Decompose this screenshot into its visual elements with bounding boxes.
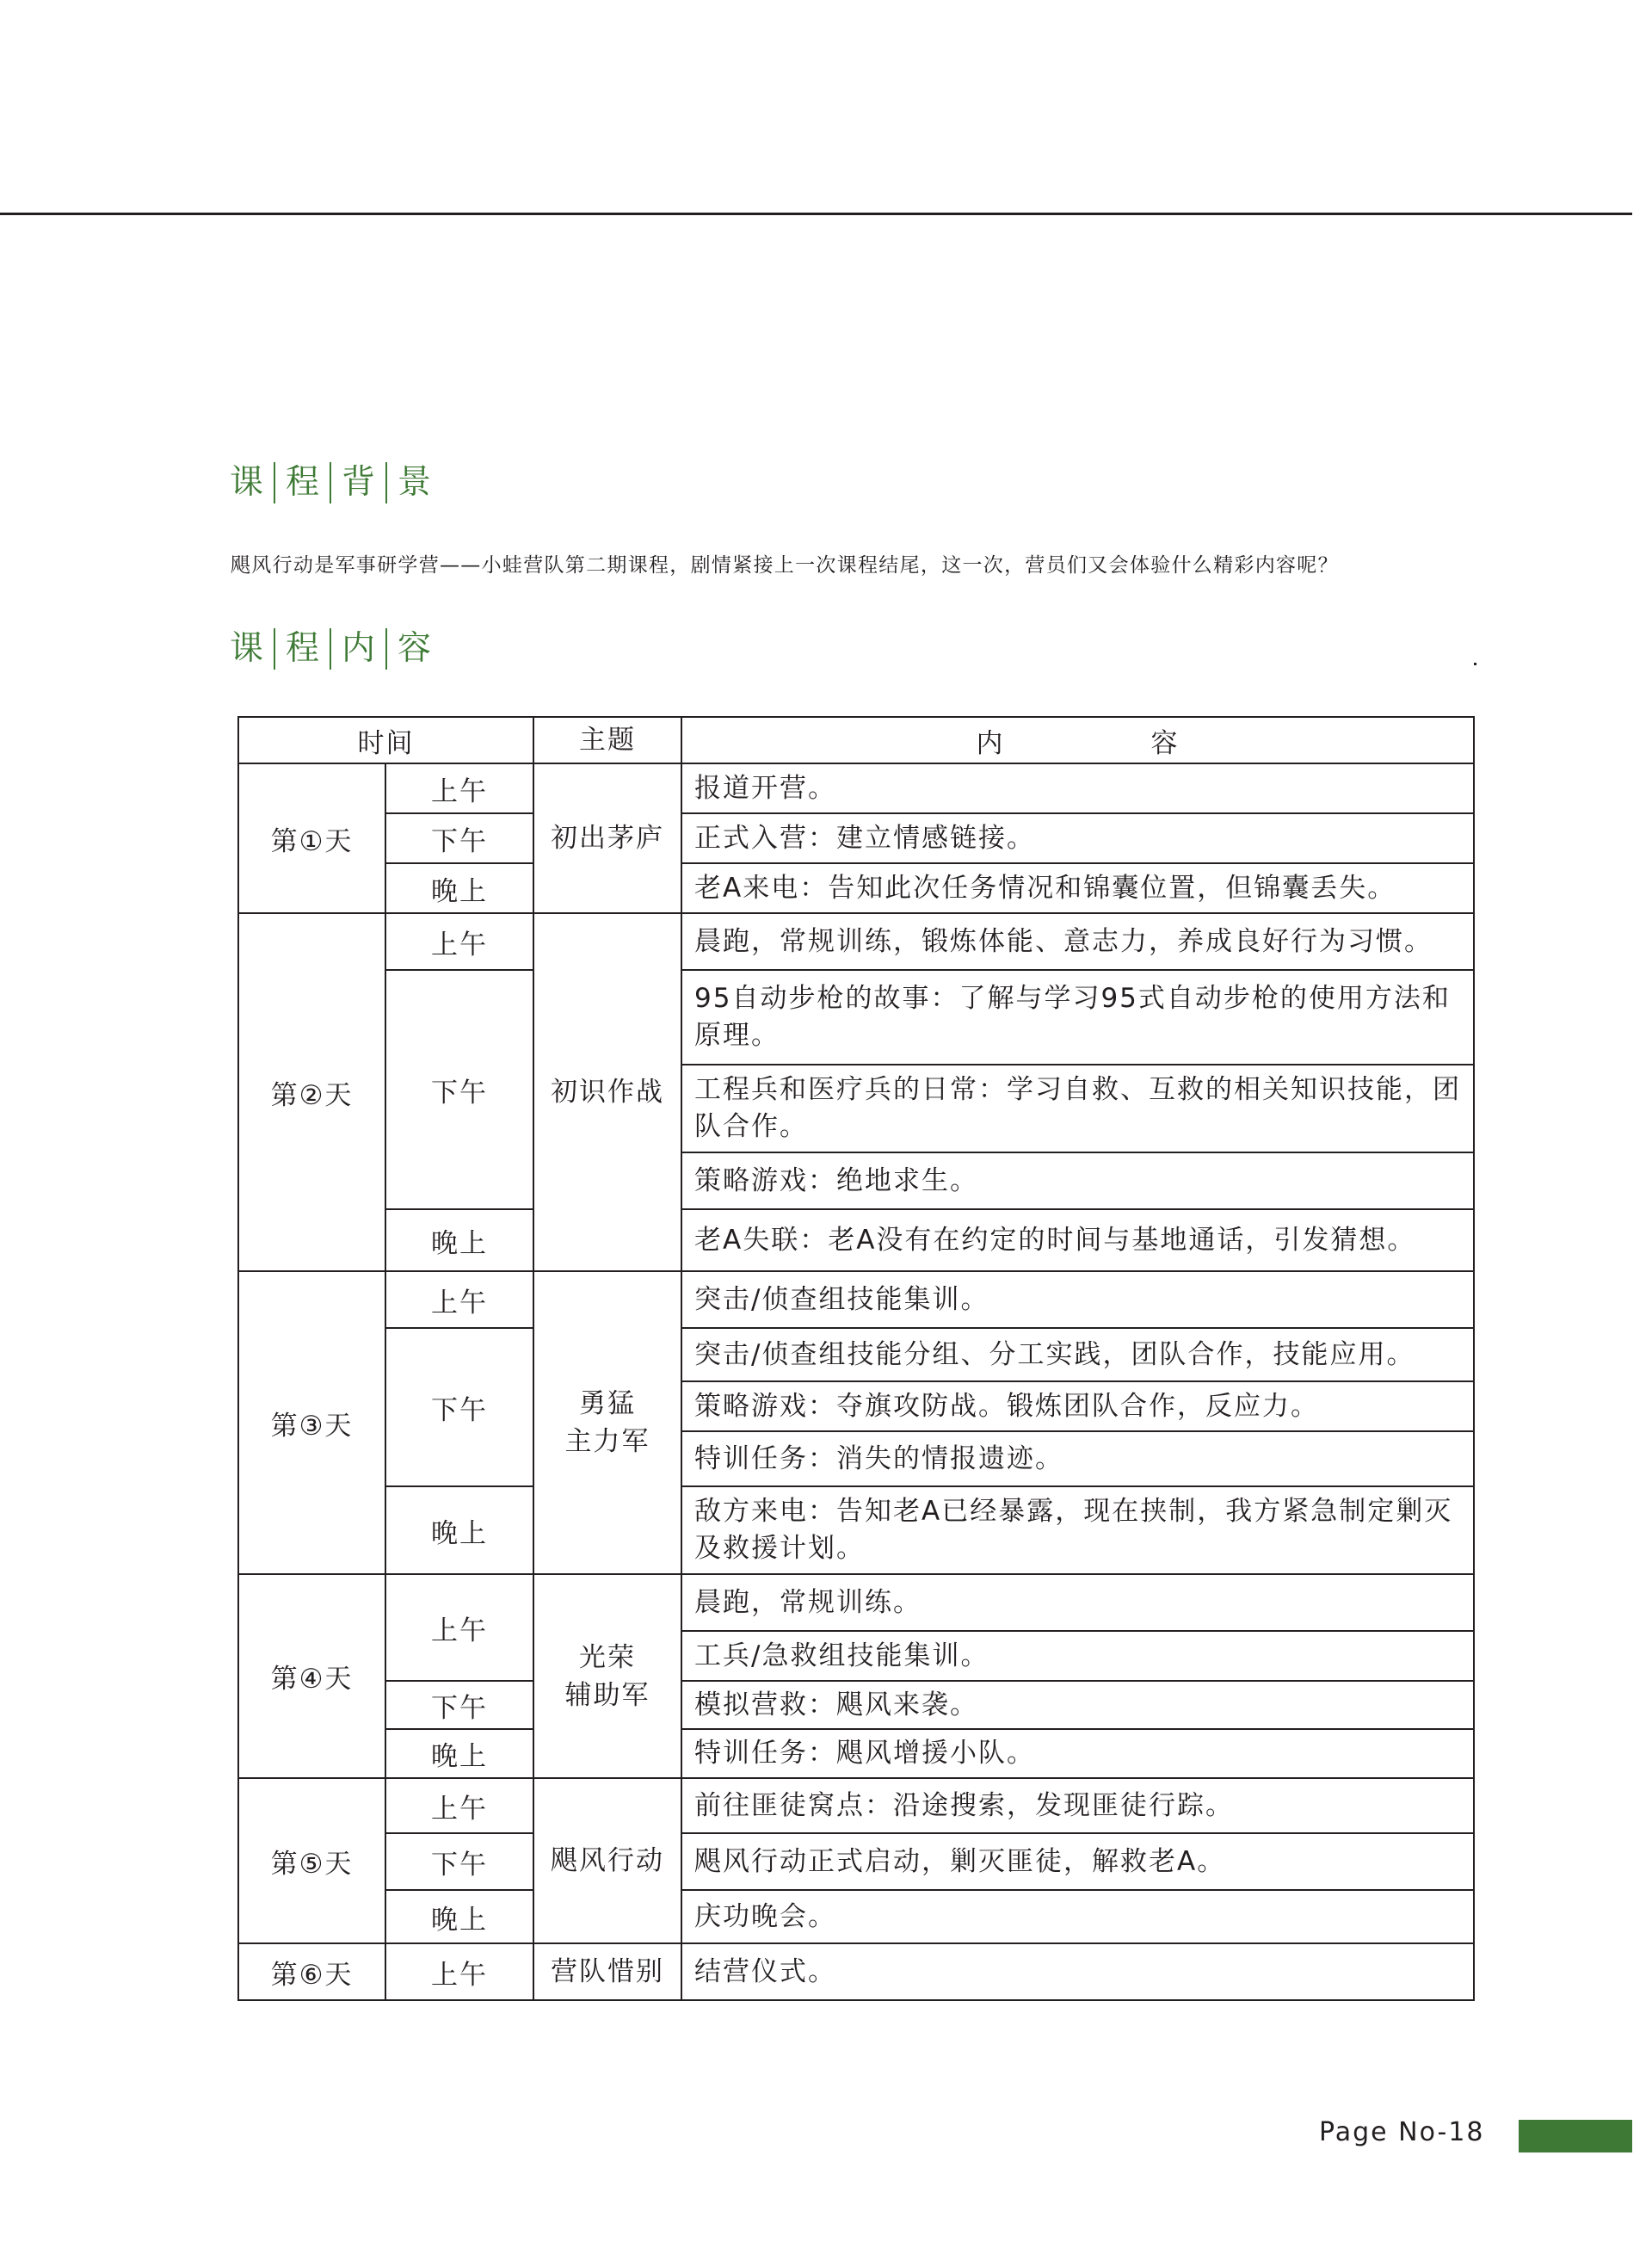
title-char: 程 bbox=[274, 628, 330, 670]
schedule-table bbox=[237, 716, 1475, 2001]
slot-label: 下午 bbox=[385, 1681, 533, 1729]
day-label: 第③天 bbox=[238, 1271, 385, 1574]
content-cell: 模拟营救：飓风来袭。 bbox=[681, 1681, 1474, 1729]
slot-label: 下午 bbox=[385, 1833, 533, 1890]
decorative-dot bbox=[1474, 663, 1476, 665]
slot-label: 下午 bbox=[385, 813, 533, 863]
content-cell: 工程兵和医疗兵的日常：学习自救、互救的相关知识技能，团队合作。 bbox=[681, 1065, 1474, 1152]
table-row bbox=[238, 1943, 1474, 2000]
slot-label: 上午 bbox=[385, 1943, 533, 2000]
theme-label: 初识作战 bbox=[533, 913, 681, 1271]
table-row bbox=[238, 1486, 1474, 1574]
slot-label: 上午 bbox=[385, 913, 533, 970]
content-cell: 老A来电：告知此次任务情况和锦囊位置，但锦囊丢失。 bbox=[681, 863, 1474, 913]
table-row bbox=[238, 1890, 1474, 1943]
day-label: 第②天 bbox=[238, 913, 385, 1271]
content-cell: 策略游戏：绝地求生。 bbox=[681, 1152, 1474, 1209]
table-row bbox=[238, 1833, 1474, 1890]
slot-label: 晚上 bbox=[385, 1729, 533, 1778]
content-cell: 策略游戏：夺旗攻防战。锻炼团队合作，反应力。 bbox=[681, 1381, 1474, 1431]
title-char: 程 bbox=[274, 462, 330, 503]
header-content bbox=[681, 717, 1474, 763]
content-cell: 庆功晚会。 bbox=[681, 1890, 1474, 1943]
content-cell: 特训任务：飓风增援小队。 bbox=[681, 1729, 1474, 1778]
content-cell: 突击/侦查组技能分组、分工实践，团队合作，技能应用。 bbox=[681, 1328, 1474, 1381]
header-time: 时间 bbox=[238, 717, 533, 763]
section-title-content bbox=[230, 627, 441, 671]
slot-label: 晚上 bbox=[385, 1209, 533, 1271]
slot-label: 上午 bbox=[385, 1778, 533, 1833]
table-row bbox=[238, 1574, 1474, 1631]
table-row bbox=[238, 913, 1474, 970]
title-char: 课 bbox=[230, 629, 264, 668]
content-cell: 结营仪式。 bbox=[681, 1943, 1474, 2000]
content-cell: 晨跑，常规训练，锻炼体能、意志力，养成良好行为习惯。 bbox=[681, 913, 1474, 970]
content-cell: 老A失联：老A没有在约定的时间与基地通话，引发猜想。 bbox=[681, 1209, 1474, 1271]
table-header-row bbox=[238, 717, 1474, 763]
day-label: 第⑤天 bbox=[238, 1778, 385, 1943]
slot-label: 上午 bbox=[385, 1271, 533, 1328]
table-row bbox=[238, 763, 1474, 813]
content-cell: 敌方来电：告知老A已经暴露，现在挟制，我方紧急制定剿灭及救援计划。 bbox=[681, 1486, 1474, 1574]
slot-label: 上午 bbox=[385, 763, 533, 813]
table-row bbox=[238, 1271, 1474, 1328]
title-char: 容 bbox=[385, 628, 441, 670]
table-row bbox=[238, 813, 1474, 863]
slot-label: 晚上 bbox=[385, 863, 533, 913]
table-row bbox=[238, 1209, 1474, 1271]
title-char: 内 bbox=[330, 628, 385, 670]
header-content-char: 内 bbox=[976, 727, 1005, 759]
header-theme: 主题 bbox=[533, 717, 681, 763]
table-row bbox=[238, 1681, 1474, 1729]
content-cell: 突击/侦查组技能集训。 bbox=[681, 1271, 1474, 1328]
title-char: 背 bbox=[330, 462, 385, 503]
content-cell: 晨跑，常规训练。 bbox=[681, 1574, 1474, 1631]
theme-label: 飓风行动 bbox=[533, 1778, 681, 1943]
table-row bbox=[238, 970, 1474, 1065]
top-rule bbox=[0, 213, 1632, 215]
page-number: Page No-18 bbox=[1319, 2117, 1485, 2147]
content-cell: 飓风行动正式启动，剿灭匪徒，解救老A。 bbox=[681, 1833, 1474, 1890]
title-char: 景 bbox=[385, 462, 441, 503]
table-row bbox=[238, 1729, 1474, 1778]
day-label: 第①天 bbox=[238, 763, 385, 913]
slot-label: 下午 bbox=[385, 970, 533, 1209]
section-title-background bbox=[230, 460, 441, 505]
slot-label: 下午 bbox=[385, 1328, 533, 1486]
content-cell: 工兵/急救组技能集训。 bbox=[681, 1631, 1474, 1681]
title-char: 课 bbox=[230, 463, 264, 502]
footer-accent-bar bbox=[1519, 2120, 1632, 2152]
theme-label: 营队惜别 bbox=[533, 1943, 681, 2000]
theme-label: 初出茅庐 bbox=[533, 763, 681, 913]
slot-label: 上午 bbox=[385, 1574, 533, 1681]
content-cell: 正式入营：建立情感链接。 bbox=[681, 813, 1474, 863]
table-row bbox=[238, 863, 1474, 913]
content-cell: 95自动步枪的故事：了解与学习95式自动步枪的使用方法和原理。 bbox=[681, 970, 1474, 1065]
slot-label: 晚上 bbox=[385, 1486, 533, 1574]
header-content-char: 容 bbox=[1150, 727, 1180, 759]
content-cell: 特训任务：消失的情报遗迹。 bbox=[681, 1431, 1474, 1486]
day-label: 第⑥天 bbox=[238, 1943, 385, 2000]
table-row bbox=[238, 1778, 1474, 1833]
theme-label: 光荣 辅助军 bbox=[533, 1574, 681, 1778]
day-label: 第④天 bbox=[238, 1574, 385, 1778]
content-cell: 前往匪徒窝点：沿途搜索，发现匪徒行踪。 bbox=[681, 1778, 1474, 1833]
content-cell: 报道开营。 bbox=[681, 763, 1474, 813]
theme-label: 勇猛 主力军 bbox=[533, 1271, 681, 1574]
table-row bbox=[238, 1328, 1474, 1381]
slot-label: 晚上 bbox=[385, 1890, 533, 1943]
intro-text: 飓风行动是军事研学营——小蛙营队第二期课程，剧情紧接上一次课程结尾，这一次，营员们又会体验什么精彩内容呢？ bbox=[231, 554, 1339, 577]
